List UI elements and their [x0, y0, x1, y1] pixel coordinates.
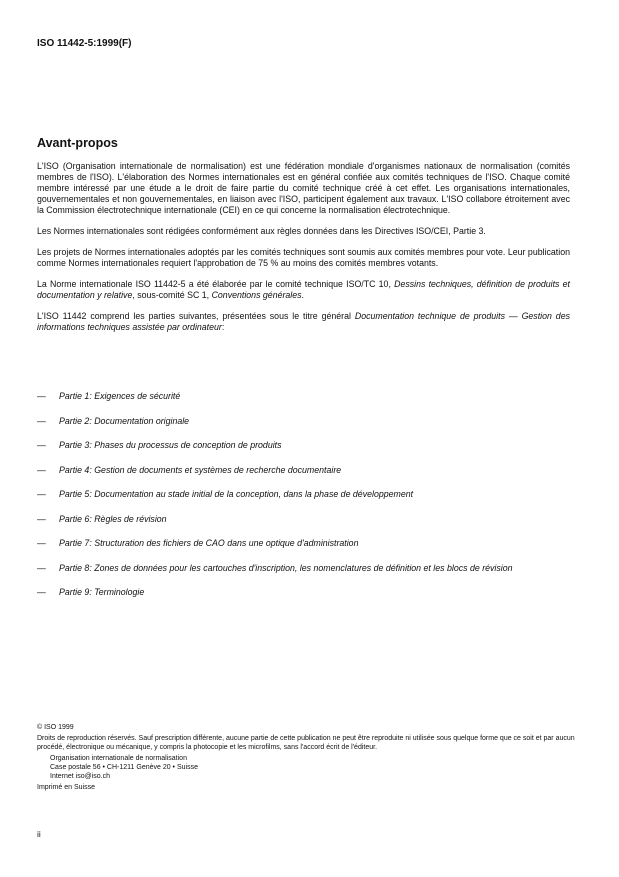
list-dash: —: [37, 464, 46, 475]
list-item: [37, 440, 570, 451]
parts-intro-colon: :: [221, 322, 225, 332]
general-title: Documentation technique de produits — Gestion des informations techniques assistée par ordinateur: [37, 311, 570, 332]
part-label: Partie 5: Documentation au stade initial de la conception, dans la phase de développement: [59, 489, 414, 499]
list-item: [37, 465, 570, 476]
part-label: Partie 3: Phases du processus de conception de produits: [59, 440, 282, 450]
list-dash: —: [37, 562, 46, 573]
committee-text-3: .: [301, 290, 304, 300]
list-dash: —: [37, 587, 46, 597]
committee-name: Dessins techniques, définition de produits et documentation y relative: [37, 279, 570, 300]
copyright-footer: [37, 723, 582, 794]
foreword-body: [37, 161, 570, 343]
list-dash: —: [37, 538, 46, 548]
part-label: Partie 8: Zones de données pour les cartouches d'inscription, les nomenclatures de définition et les blocs de révision: [59, 562, 513, 573]
address-line: Internet iso@iso.ch: [50, 773, 111, 780]
paragraph-directives: Les Normes internationales sont rédigées conformément aux règles données dans les Directives ISO/CEI, Partie 3.: [37, 226, 486, 236]
part-label: Partie 2: Documentation originale: [59, 415, 190, 426]
list-dash: —: [37, 440, 46, 450]
list-item: [37, 538, 570, 549]
paragraph-parts-intro: [37, 311, 570, 333]
copyright-line: © ISO 1999: [37, 724, 74, 731]
list-item: [37, 587, 570, 598]
document-id: ISO 11442-5:1999(F): [37, 38, 132, 49]
list-item: [37, 514, 570, 525]
list-item: [37, 563, 570, 574]
part-label: Partie 4: Gestion de documents et systèmes de recherche documentaire: [59, 464, 342, 475]
parts-list: [37, 391, 570, 612]
list-dash: —: [37, 513, 46, 524]
list-item: [37, 391, 570, 402]
part-label: Partie 1: Exigences de sécurité: [59, 391, 181, 401]
subcommittee-name: Conventions générales: [211, 290, 302, 300]
part-label: Partie 6: Règles de révision: [59, 513, 167, 524]
committee-text-1: La Norme internationale ISO 11442-5 a été élaborée par le comité technique ISO/TC 10,: [37, 279, 395, 289]
printed-in: Imprimé en Suisse: [37, 784, 95, 791]
paragraph-voting: Les projets de Normes internationales adoptés par les comités techniques sont soumis aux comités membres pour vote. Leur publication comme Normes internationales requiert l'approbation de 75 % au moins des comités membres votants.: [37, 247, 570, 268]
list-item: [37, 416, 570, 427]
list-dash: —: [37, 415, 46, 426]
paragraph-committee: [37, 279, 570, 301]
page-number: ii: [37, 829, 41, 839]
list-dash: —: [37, 391, 46, 401]
section-title: Avant-propos: [37, 136, 118, 150]
publisher-address: [37, 754, 582, 781]
part-label: Partie 7: Structuration des fichiers de CAO dans une optique d'administration: [59, 538, 359, 548]
committee-text-2: , sous-comité SC 1,: [132, 290, 212, 300]
rights-notice: Droits de reproduction réservés. Sauf prescription différente, aucune partie de cette publication ne peut être reproduite ni utilisée sous quelque forme que ce soit et par aucun procédé, électronique ou mécanique, y compris la photocopie et les microfilms, sans l'accord écrit de l'éditeur.: [37, 735, 575, 751]
part-label: Partie 9: Terminologie: [59, 587, 145, 597]
parts-intro-text: L'ISO 11442 comprend les parties suivantes, présentées sous le titre général: [37, 311, 355, 321]
address-line: Case postale 56 • CH-1211 Genève 20 • Suisse: [50, 764, 198, 771]
list-dash: —: [37, 489, 46, 499]
address-line: Organisation internationale de normalisation: [50, 755, 187, 762]
list-item: [37, 489, 570, 500]
paragraph-iso-intro: L'ISO (Organisation internationale de normalisation) est une fédération mondiale d'organismes nationaux de normalisation (comités membres de l'ISO). L'élaboration des Normes internationales est en général confiée aux comités techniques de l'ISO. Chaque comité membre intéressé par une étude a le droit de faire partie du comité technique créé à cet effet. Les organisations internationales, gouvernementales et non gouvernementales, en liaison avec l'ISO, participent également aux travaux. L'ISO collabore étroitement avec la Commission électrotechnique internationale (CEI) en ce qui concerne la normalisation électrotechnique.: [37, 161, 570, 215]
